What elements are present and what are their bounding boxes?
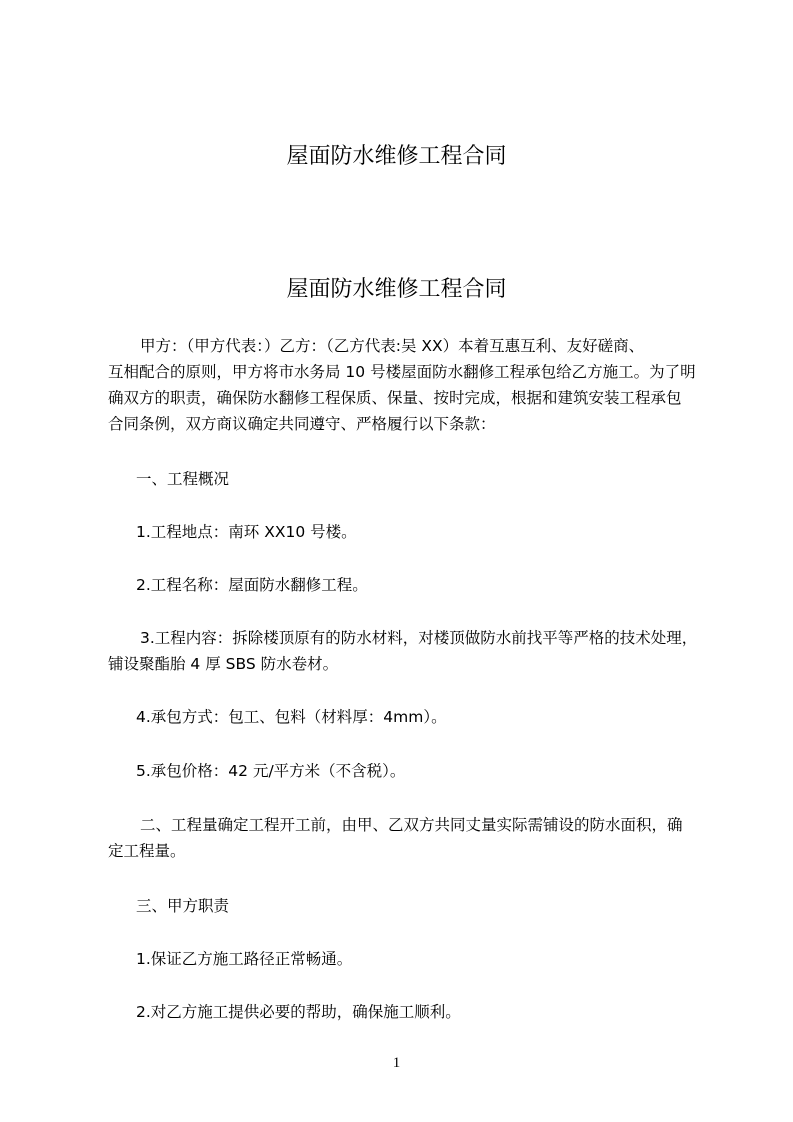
item-1-3-line-1: 3.工程内容：拆除楼顶原有的防水材料，对楼顶做防水前找平等严格的技术处理， <box>140 629 698 647</box>
item-3-1: 1.保证乙方施工路径正常畅通。 <box>136 950 353 968</box>
item-1-2: 2.工程名称：屋面防水翻修工程。 <box>136 576 368 594</box>
intro-line-3: 确双方的职责，确保防水翻修工程保质、保量、按时完成，根据和建筑安装工程承包 <box>108 389 682 407</box>
intro-line-1: 甲方：（甲方代表：）乙方：（乙方代表:吴 XX）本着互惠互利、友好磋商、 <box>140 337 645 355</box>
section-2-line-2: 定工程量。 <box>108 842 186 860</box>
item-1-5: 5.承包价格：42 元/平方米（不含税）。 <box>136 762 406 780</box>
item-1-3-line-2: 铺设聚酯胎 4 厚 SBS 防水卷材。 <box>108 655 339 673</box>
item-3-2: 2.对乙方施工提供必要的帮助，确保施工顺利。 <box>136 1003 461 1021</box>
section-1-heading: 一、工程概况 <box>136 470 230 488</box>
cover-title: 屋面防水维修工程合同 <box>286 144 507 169</box>
document-title: 屋面防水维修工程合同 <box>286 277 507 302</box>
section-3-heading: 三、甲方职责 <box>136 897 230 915</box>
intro-line-2: 互相配合的原则，甲方将市水务局 10 号楼屋面防水翻修工程承包给乙方施工。为了明 <box>108 363 696 381</box>
item-1-1: 1.工程地点：南环 XX10 号楼。 <box>136 523 357 541</box>
item-1-4: 4.承包方式：包工、包料（材料厚：4mm）。 <box>136 708 447 726</box>
page-number: 1 <box>392 1055 401 1071</box>
intro-line-4: 合同条例，双方商议确定共同遵守、严格履行以下条款： <box>108 415 496 433</box>
section-2-line-1: 二、工程量确定工程开工前，由甲、乙双方共同丈量实际需铺设的防水面积，确 <box>140 816 683 834</box>
